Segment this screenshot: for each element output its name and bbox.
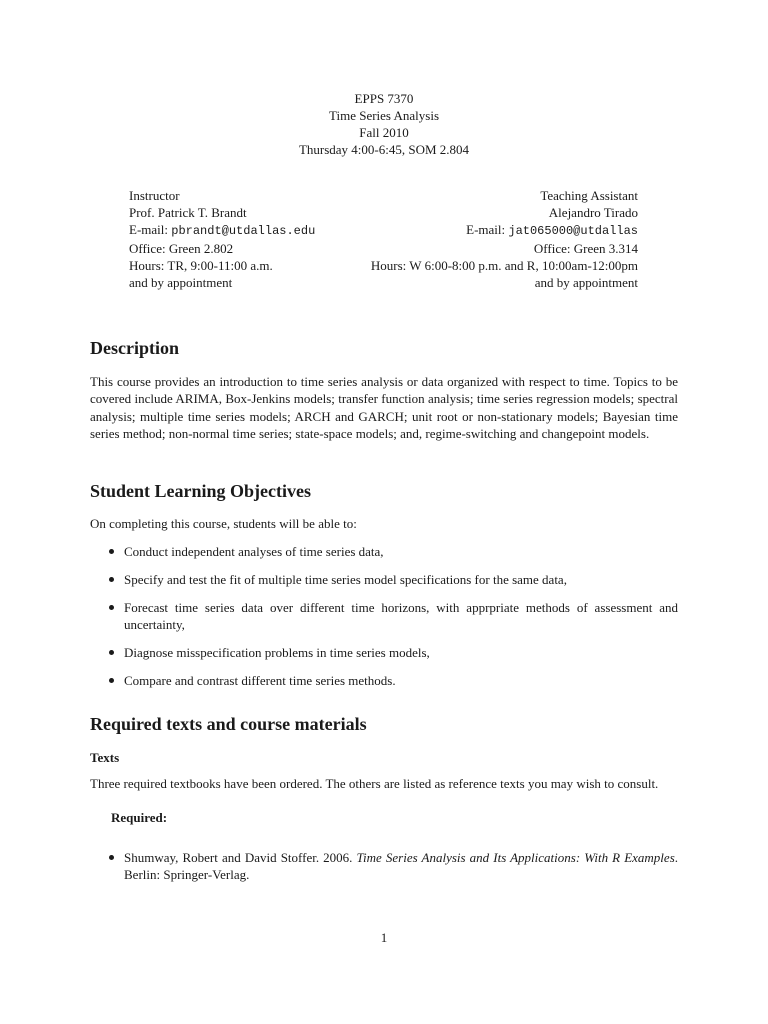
description-heading: Description bbox=[90, 338, 179, 358]
required-texts-list bbox=[90, 849, 678, 883]
ta-role: Teaching Assistant bbox=[540, 188, 638, 203]
ta-info bbox=[318, 187, 638, 291]
instructor-email[interactable]: pbrandt@utdallas.edu bbox=[171, 224, 316, 238]
page-number: 1 bbox=[380, 930, 388, 945]
book1-authors: Shumway, Robert and David Stoffer. 2006. bbox=[124, 850, 357, 865]
objectives-intro: On completing this course, students will be able to: bbox=[90, 516, 357, 531]
bullet-icon bbox=[109, 605, 114, 610]
instructor-email-label: E-mail: bbox=[129, 222, 172, 237]
list-item bbox=[90, 849, 678, 883]
bullet-icon bbox=[109, 855, 114, 860]
ta-email-line bbox=[318, 221, 638, 240]
course-title: Time Series Analysis bbox=[328, 108, 440, 123]
instructor-office: Office: Green 2.802 bbox=[129, 241, 234, 256]
objectives-heading: Student Learning Objectives bbox=[90, 481, 312, 501]
book1-publisher: . Berlin: Springer-Verlag. bbox=[124, 850, 679, 882]
description-text: This course provides an introduction to time series analysis or data organized with respect to time. Topics to be covered include ARIMA, Box-Jenkins models; transfer function analysis; time series regression models; spectral analysis; multiple time series models; ARCH and GARCH; unit root or non-stationary models; Bayesian time series method; non-normal time series; state-space models; and, regime-switching and changepoint models. bbox=[90, 374, 678, 442]
instructor-hours: Hours: TR, 9:00-11:00 a.m. bbox=[129, 258, 273, 273]
instructor-name: Prof. Patrick T. Brandt bbox=[129, 205, 247, 220]
bullet-icon bbox=[109, 650, 114, 655]
course-header bbox=[0, 90, 768, 158]
ta-email[interactable]: jat065000@utdallas bbox=[508, 224, 638, 238]
course-schedule: Thursday 4:00-6:45, SOM 2.804 bbox=[298, 142, 470, 157]
list-item: Conduct independent analyses of time series data, bbox=[90, 543, 678, 560]
ta-extra: and by appointment bbox=[534, 275, 638, 290]
book1-title: Time Series Analysis and Its Applications: With R Examples bbox=[356, 850, 675, 865]
list-item: Compare and contrast different time series methods. bbox=[90, 672, 678, 689]
materials-heading: Required texts and course materials bbox=[90, 714, 367, 734]
list-item: Diagnose misspecification problems in time series models, bbox=[90, 644, 678, 661]
course-term: Fall 2010 bbox=[359, 125, 409, 140]
ta-hours: Hours: W 6:00-8:00 p.m. and R, 10:00am-12:00pm bbox=[370, 258, 638, 273]
ta-name: Alejandro Tirado bbox=[548, 205, 638, 220]
objectives-list bbox=[90, 543, 678, 689]
list-item: Specify and test the fit of multiple time series model specifications for the same data, bbox=[90, 571, 678, 588]
texts-intro: Three required textbooks have been ordered. The others are listed as reference texts you may wish to consult. bbox=[90, 776, 659, 791]
ta-email-label: E-mail: bbox=[466, 222, 509, 237]
instructor-role: Instructor bbox=[129, 188, 180, 203]
bullet-icon bbox=[109, 678, 114, 683]
required-label: Required: bbox=[111, 810, 168, 825]
instructor-extra: and by appointment bbox=[129, 275, 233, 290]
course-number: EPPS 7370 bbox=[354, 91, 414, 106]
texts-subheading: Texts bbox=[90, 750, 120, 765]
ta-office: Office: Green 3.314 bbox=[533, 241, 638, 256]
bullet-icon bbox=[109, 577, 114, 582]
bullet-icon bbox=[109, 549, 114, 554]
list-item: Forecast time series data over different time horizons, with apprpriate methods of assessment and uncertainty, bbox=[90, 599, 678, 633]
